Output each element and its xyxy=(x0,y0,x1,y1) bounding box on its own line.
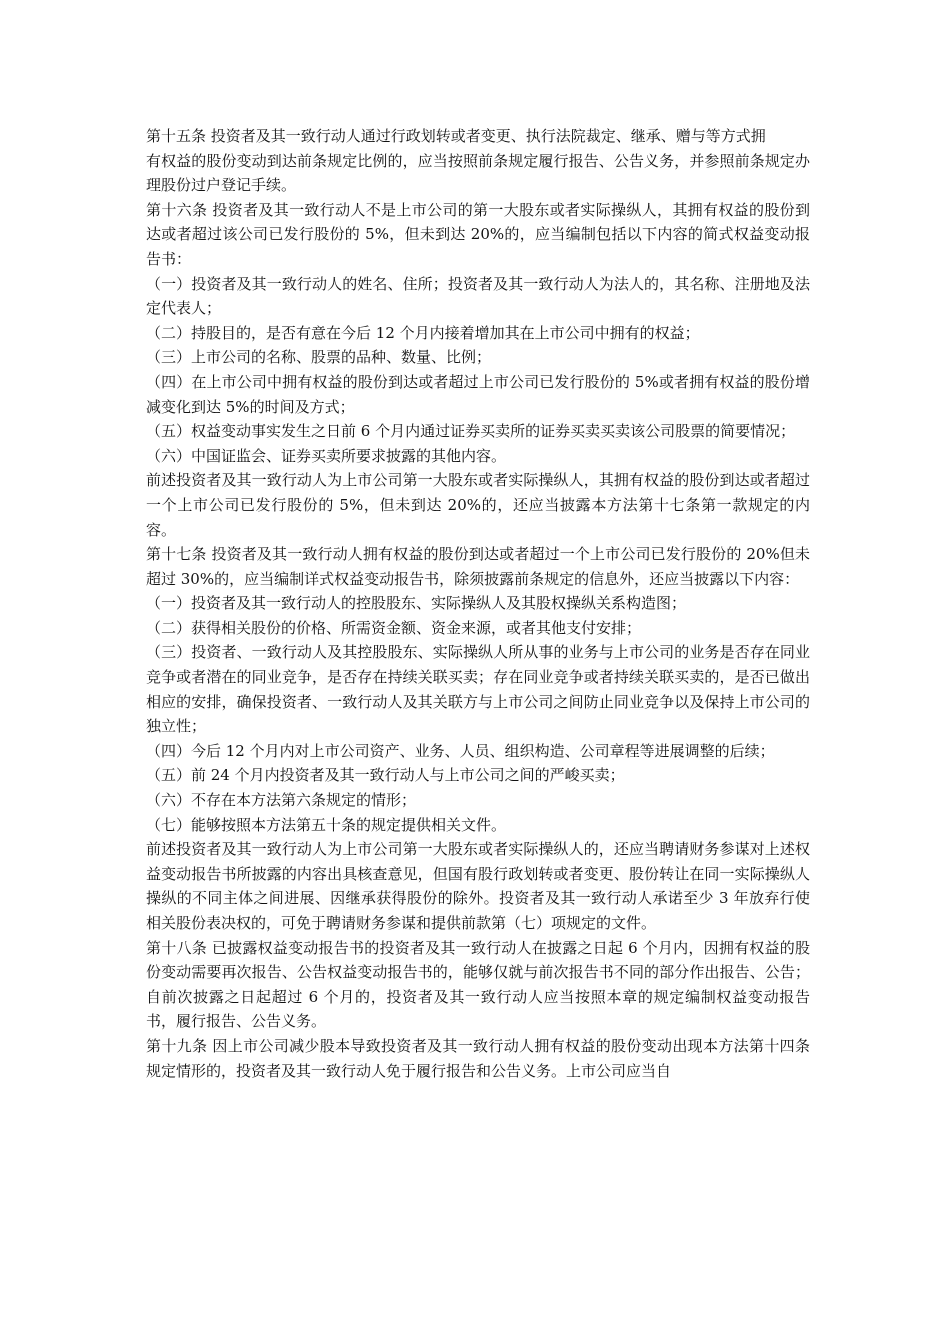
document-body xyxy=(146,124,810,1083)
list-item-17-2: （二）获得相关股份的价格、所需资金额、资金来源，或者其他支付安排； xyxy=(146,618,642,637)
paragraph-article-15-cont: 有权益的股份变动到达前条规定比例的，应当按照前条规定履行报告、公告义务，并参照前条规定办理股份过户登记手续。 xyxy=(146,151,810,195)
paragraph-article-15: 第十五条 投资者及其一致行动人通过行政划转或者变更、执行法院裁定、继承、赠与等方式拥 xyxy=(146,127,766,145)
paragraph-article-16-note: 前述投资者及其一致行动人为上市公司第一大股东或者实际操纵人，其拥有权益的股份到达或者超过一个上市公司已发行股份的 5%，但未到达 20%的，还应当披露本方法第十七条第一款规定的内容。 xyxy=(146,471,810,539)
list-item-17-5: （五）前 24 个月内投资者及其一致行动人与上市公司之间的严峻买卖； xyxy=(146,766,625,785)
list-item-16-3: （三）上市公司的名称、股票的品种、数量、比例； xyxy=(146,348,492,367)
list-item-17-4: （四）今后 12 个月内对上市公司资产、业务、人员、组织构造、公司章程等进展调整的后续； xyxy=(146,741,775,760)
paragraph-article-19: 第十九条 因上市公司减少股本导致投资者及其一致行动人拥有权益的股份变动出现本方法第十四条规定情形的，投资者及其一致行动人免于履行报告和公告义务。上市公司应当自 xyxy=(146,1036,810,1080)
list-item-16-1: （一）投资者及其一致行动人的姓名、住所；投资者及其一致行动人为法人的，其名称、注册地及法定代表人； xyxy=(146,274,810,318)
paragraph-article-17: 第十七条 投资者及其一致行动人拥有权益的股份到达或者超过一个上市公司已发行股份的 20%但未超过 30%的，应当编制详式权益变动报告书，除须披露前条规定的信息外，还应当披露以下内容： xyxy=(146,545,810,588)
list-item-16-6: （六）中国证监会、证券买卖所要求披露的其他内容。 xyxy=(146,446,507,465)
list-item-16-2: （二）持股目的，是否有意在今后 12 个月内接着增加其在上市公司中拥有的权益； xyxy=(146,323,700,342)
list-item-17-6: （六）不存在本方法第六条规定的情形； xyxy=(146,791,417,810)
paragraph-article-16: 第十六条 投资者及其一致行动人不是上市公司的第一大股东或者实际操纵人，其拥有权益的股份到达或者超过该公司已发行股份的 5%，但未到达 20%的，应当编制包括以下内容的简式权益变动报告书： xyxy=(146,200,810,268)
paragraph-article-17-note: 前述投资者及其一致行动人为上市公司第一大股东或者实际操纵人的，还应当聘请财务参谋对上述权益变动报告书所披露的内容出具核查意见，但国有股行政划转或者变更、股份转让在同一实际操纵人操纵的不同主体之间进展、因继承获得股份的除外。投资者及其一致行动人承诺至少 3 年放弃行使相关股份表决权的，可免于聘请财务参谋和提供前款第（七）项规定的文件。 xyxy=(146,840,810,932)
list-item-16-5: （五）权益变动事实发生之日前 6 个月内通过证券买卖所的证券买卖买卖该公司股票的简要情况； xyxy=(146,422,796,441)
list-item-17-1: （一）投资者及其一致行动人的控股股东、实际操纵人及其股权操纵关系构造图； xyxy=(146,594,687,613)
paragraph-article-18: 第十八条 已披露权益变动报告书的投资者及其一致行动人在披露之日起 6 个月内，因拥有权益的股份变动需要再次报告、公告权益变动报告书的，能够仅就与前次报告书不同的部分作出报告、公告；自前次披露之日起超过 6 个月的，投资者及其一致行动人应当按照本章的规定编制权益变动报告书，履行报告、公告义务。 xyxy=(146,938,810,1031)
list-item-17-3: （三）投资者、一致行动人及其控股股东、实际操纵人所从事的业务与上市公司的业务是否存在同业竞争或者潜在的同业竞争，是否存在持续关联买卖；存在同业竞争或者持续关联买卖的，是否已做出相应的安排，确保投资者、一致行动人及其关联方与上市公司之间防止同业竞争以及保持上市公司的独立性； xyxy=(146,643,810,736)
list-item-16-4: （四）在上市公司中拥有权益的股份到达或者超过上市公司已发行股份的 5%或者拥有权益的股份增减变化到达 5%的时间及方式； xyxy=(146,372,810,416)
list-item-17-7: （七）能够按照本方法第五十条的规定提供相关文件。 xyxy=(146,815,507,834)
